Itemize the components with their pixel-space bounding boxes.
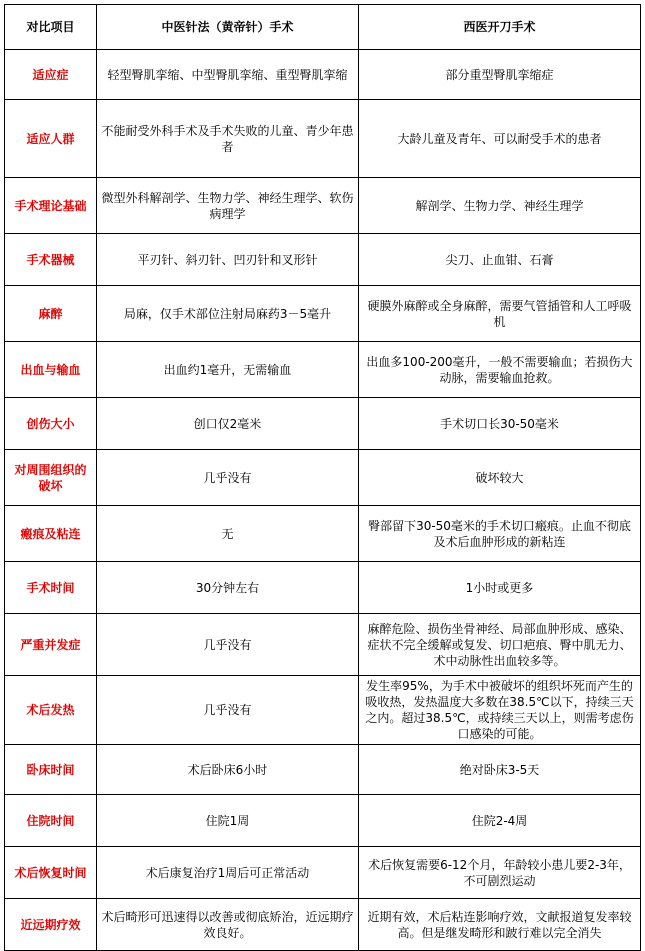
row-tcm: 几乎没有: [97, 676, 359, 745]
row-tcm: 创口仅2毫米: [97, 398, 359, 450]
row-western: 住院2-4周: [359, 795, 641, 847]
row-western: 臀部留下30-50毫米的手术切口瘢痕。止血不彻底及术后血肿形成的新粘连: [359, 506, 641, 562]
row-item: 出血与输血: [5, 342, 97, 398]
table-row: [5, 745, 641, 795]
header-tcm: 中医针法（黄帝针）手术: [97, 5, 359, 50]
row-tcm: 住院1周: [97, 795, 359, 847]
row-tcm: 无: [97, 506, 359, 562]
table-row: [5, 398, 641, 450]
table-row: [5, 795, 641, 847]
row-item: 手术理论基础: [5, 178, 97, 234]
row-item: 对周围组织的破坏: [5, 450, 97, 506]
row-western: 术后恢复需要6-12个月，年龄较小患儿要2-3年，不可剧烈运动: [359, 847, 641, 899]
row-tcm: 平刃针、斜刃针、凹刃针和叉形针: [97, 234, 359, 286]
row-item: 麻醉: [5, 286, 97, 342]
row-tcm: 30分钟左右: [97, 562, 359, 614]
row-western: 手术切口长30-50毫米: [359, 398, 641, 450]
row-western: 1小时或更多: [359, 562, 641, 614]
row-item: 严重并发症: [5, 614, 97, 676]
row-western: 近期有效，术后粘连影响疗效，文献报道复发率较高。但是继发畸形和跛行难以完全消失: [359, 899, 641, 951]
row-western: 破坏较大: [359, 450, 641, 506]
row-item: 近远期疗效: [5, 899, 97, 951]
row-western: 出血多100-200毫升，一般不需要输血；若损伤大动脉，需要输血抢救。: [359, 342, 641, 398]
row-tcm: 术后畸形可迅速得以改善或彻底矫治，近远期疗效良好。: [97, 899, 359, 951]
row-item: 术后发热: [5, 676, 97, 745]
table-row: [5, 506, 641, 562]
row-item: 卧床时间: [5, 745, 97, 795]
row-western: 绝对卧床3-5天: [359, 745, 641, 795]
table-row: [5, 50, 641, 100]
table-row: [5, 562, 641, 614]
table-row: [5, 342, 641, 398]
row-western: 发生率95%，为手术中被破坏的组织坏死而产生的吸收热，发热温度大多数在38.5℃以下，持续三天之内。超过38.5℃，或持续三天以上，则需考虑伤口感染的可能。: [359, 676, 641, 745]
row-item: 手术时间: [5, 562, 97, 614]
table-row: [5, 899, 641, 951]
row-western: 解剖学、生物力学、神经生理学: [359, 178, 641, 234]
row-item: 适应症: [5, 50, 97, 100]
row-item: 住院时间: [5, 795, 97, 847]
row-item: 瘢痕及粘连: [5, 506, 97, 562]
header-row: [5, 5, 641, 50]
row-tcm: 术后康复治疗1周后可正常活动: [97, 847, 359, 899]
row-item: 适应人群: [5, 100, 97, 178]
row-item: 手术器械: [5, 234, 97, 286]
row-tcm: 几乎没有: [97, 450, 359, 506]
table-row: [5, 614, 641, 676]
table-row: [5, 676, 641, 745]
comparison-table: [4, 4, 641, 951]
row-item: 创伤大小: [5, 398, 97, 450]
row-tcm: 出血约1毫升，无需输血: [97, 342, 359, 398]
row-tcm: 微型外科解剖学、生物力学、神经生理学、软伤病理学: [97, 178, 359, 234]
table-row: [5, 450, 641, 506]
row-tcm: 术后卧床6小时: [97, 745, 359, 795]
table-row: [5, 286, 641, 342]
header-item: 对比项目: [5, 5, 97, 50]
table-row: [5, 100, 641, 178]
row-tcm: 几乎没有: [97, 614, 359, 676]
table-row: [5, 847, 641, 899]
header-western: 西医开刀手术: [359, 5, 641, 50]
table-row: [5, 178, 641, 234]
row-western: 部分重型臀肌挛缩症: [359, 50, 641, 100]
row-tcm: 局麻，仅手术部位注射局麻药3－5毫升: [97, 286, 359, 342]
row-tcm: 轻型臀肌挛缩、中型臀肌挛缩、重型臀肌挛缩: [97, 50, 359, 100]
row-item: 术后恢复时间: [5, 847, 97, 899]
row-western: 尖刀、止血钳、石膏: [359, 234, 641, 286]
row-western: 大龄儿童及青年、可以耐受手术的患者: [359, 100, 641, 178]
table-row: [5, 234, 641, 286]
row-tcm: 不能耐受外科手术及手术失败的儿童、青少年患者: [97, 100, 359, 178]
row-western: 硬膜外麻醉或全身麻醉，需要气管插管和人工呼吸机: [359, 286, 641, 342]
row-western: 麻醉危险、损伤坐骨神经、局部血肿形成、感染、症状不完全缓解或复发、切口疤痕、臀中肌无力、术中动脉性出血较多等。: [359, 614, 641, 676]
